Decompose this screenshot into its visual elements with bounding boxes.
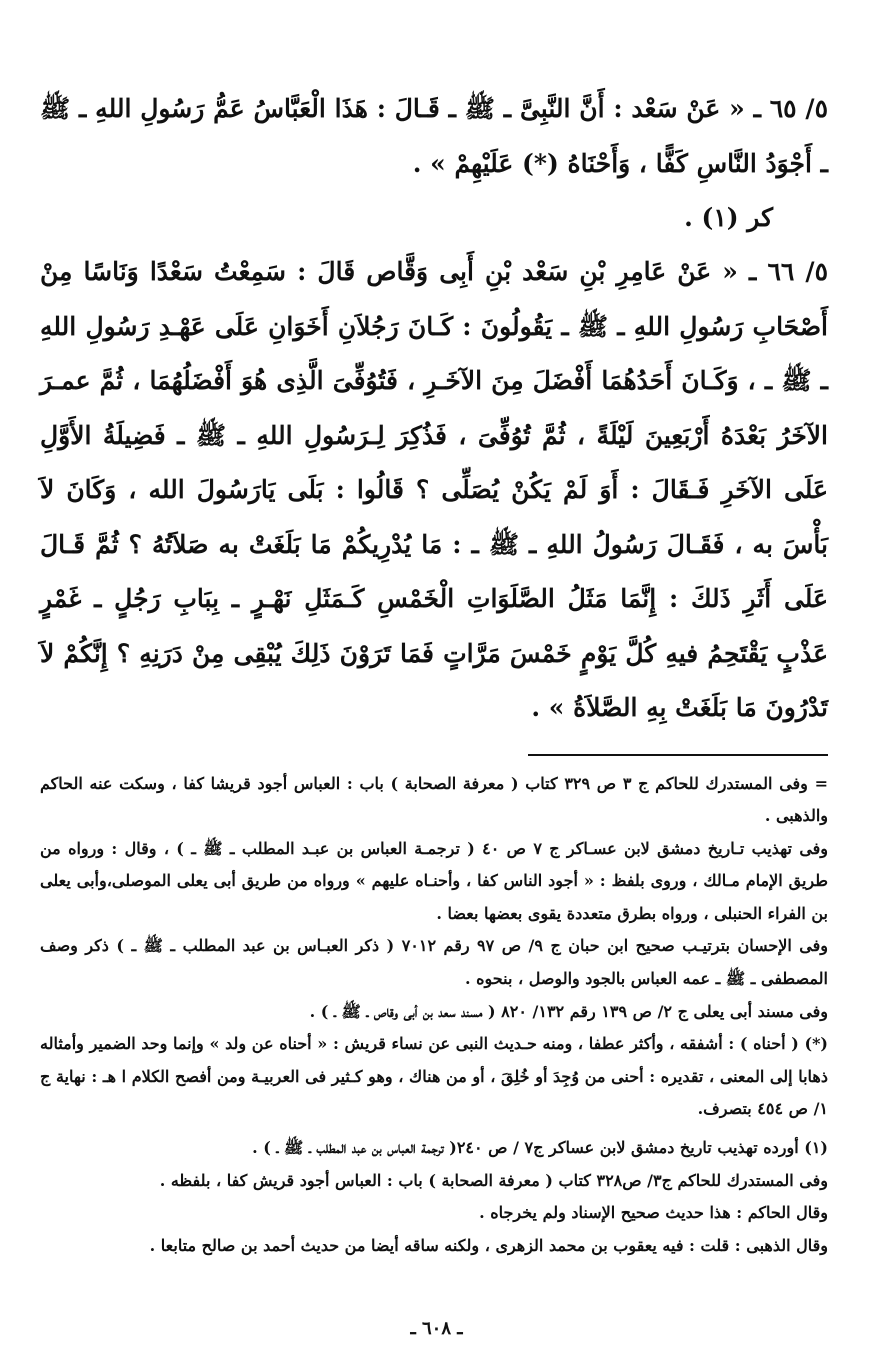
footnote-abu-yala: وفى مسند أبى يعلى ج ٢/ ص ١٣٩ رقم ١٣٢/ ٨٢٠ ( مسند سعد بن أبى وقاص ـ ﷺ ـ ) . [309,1001,828,1021]
footnote-star: (*) ( أحناه ) : أشفقه ، وأكثر عطفا ، ومنه حـديث النبى عن نساء قريش : « أحناه عن ولد » وإنما وحد الضمير وأمثاله ذهابا إلى المعنى ، تقديره : أحنى من وُجِدَ أو خُلِقَ ، أو من هناك ، وهو كـثير فى العربيـة ومن أفصح الكلام ا هـ : نهاية ج ١/ ص ٤٥٤ بتصرف. [40,1034,829,1119]
hadith-66: ٥/ ٦٦ ـ « عَنْ عَامِرِ بْنِ سَعْد بْنِ أَبِى وَقَّاص قَالَ : سَمِعْتُ سَعْدًا وَنَاسًا مِنْ أَصْحَابِ رَسُولِ اللهِ ـ ﷺ ـ يَقُولُونَ : كَـانَ رَجُلاَنِ أَخَوَانِ عَلَى عَهْـدِ رَسُولِ اللهِ ـ ﷺ ـ ، وَكَـانَ أَحَدُهُمَا أَفْضَلَ مِنَ الآخَـرِ ، فَتُوُفِّىَ الَّذِى هُوَ أَفْضَلُهُمَا ، ثُمَّ عمـرَ الآخَرُ بَعْدَهُ أَرْبَعِينَ لَيْلَةً ، ثُمَّ تُوُفِّىَ ، فَذُكِرَ لِـرَسُولِ اللهِ ـ ﷺ ـ فَضِيلَةُ الأَوَّلِ عَلَى الآخَرِ فَـقَالَ : أَوَ لَمْ يَكُنْ يُصَلِّى ؟ قَالُوا : بَلَى يَارَسُولَ الله ، وَكَانَ لاَ بَأْسَ به ، فَقَـالَ رَسُولُ اللهِ ـ ﷺ ـ : مَا يُدْرِيكُمْ مَا بَلَغَتْ به صَلاَتُهُ ؟ ثُمَّ قَـالَ عَلَى أَثَرِ ذَلكَ : إِنَّمَا مَثَلُ الصَّلَوَاتِ الْخَمْسِ كَـمَثَلِ نَهْـرٍ ـ بِبَابِ رَجُلٍ ـ غَمْرٍ عَذْبٍ يَقْتَحِمُ فيهِ كُلَّ يَوْمٍ خَمْسَ مَرَّاتٍ فَمَا تَرَوْنَ ذَلِكَ يُبْقِى مِنْ دَرَنِهِ ؟ إِنَّكُمْ لاَ تَدْرُونَ مَا بَلَغَتْ بِهِ الصَّلاَةُ » . [40,257,828,722]
footnote-tahdhib: وفى تهذيب تـاريخ دمشق لابن عسـاكر ج ٧ ص ٤٠ ( ترجمـة العباس بن عبـد المطلب ـ ﷺ ـ ) ، وقال : ورواه من طريق الإمام مـالك ، وروى بلفظ : « أجود الناس كفا ، وأحنـاه عليهم » ورواه من طريق أبى يعلى الموصلى،وأبى يعلى بن الفراء الحنبلى ، ورواه بطرق متعددة يقوى بعضها بعضا . [40,838,829,923]
footnote-1-dhahabi: وقال الذهبى : قلت : فيه يعقوب بن محمد الزهرى ، ولكنه ساقه أيضا من حديث أحمد بن صالح متابعا . [149,1235,828,1255]
main-text [40,82,828,736]
footnotes [40,768,828,1263]
hadith-65-source: كر (١) . [684,203,773,232]
footnote-continuation: = وفى المستدرك للحاكم ج ٣ ص ٣٢٩ كتاب ( معرفة الصحابة ) باب : العباس أجود قريشا كفا ، وسكت عنه الحاكم والذهبى . [40,773,829,826]
page-body [40,82,828,1262]
footnote-1-mustadrak: وفى المستدرك للحاكم ج٣/ ص٣٢٨ كتاب ( معرفة الصحابة ) باب : العباس أجود قريش كفا ، بلفظه . [159,1170,828,1190]
page-number: ـ ٦٠٨ ـ [410,1318,463,1339]
footnote-ihsan: وفى الإحسان بترتيـب صحيح ابن حبان ج ٩/ ص ٩٧ رقم ٧٠١٢ ( ذكر العبـاس بن عبد المطلب ـ ﷺ ـ ) ذكر وصف المصطفى ـ ﷺ ـ عمه العباس بالجود والوصل ، بنحوه . [40,936,829,989]
hadith-65: ٥/ ٦٥ ـ « عَنْ سَعْد : أَنَّ النَّبِىَّ ـ ﷺ ـ قَـالَ : هَذَا الْعَبَّاسُ عَمُّ رَسُولِ اللهِ ـ ﷺ ـ أَجْوَدُ النَّاسِ كَفًّا ، وَأَحْنَاهُ (*) عَلَيْهِمْ » . [40,94,828,178]
footnote-1-hakim: وقال الحاكم : هذا حديث صحيح الإسناد ولم يخرجاه . [479,1203,828,1223]
footnote-1: (١) أورده تهذيب تاريخ دمشق لابن عساكر ج٧ / ص ٢٤٠( ترجمة العباس بن عبد المطلب ـ ﷺ ـ ) . [252,1138,828,1158]
footnote-divider [528,754,828,756]
